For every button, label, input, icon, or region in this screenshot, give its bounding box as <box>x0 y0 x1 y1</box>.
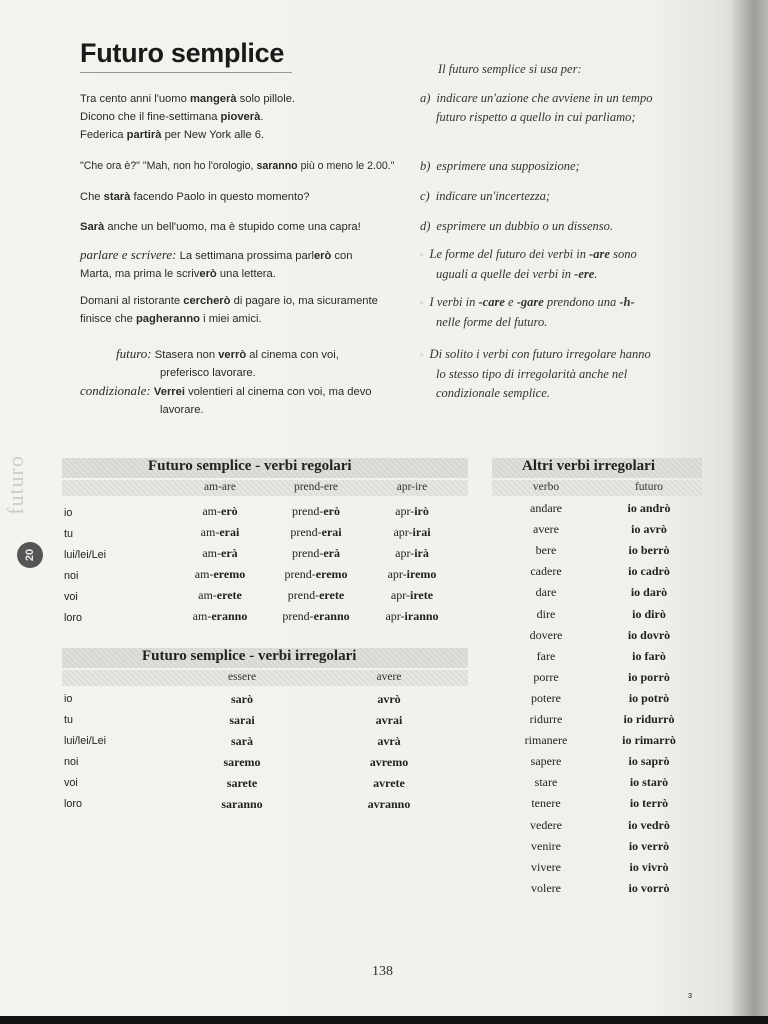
verb-stem: am- <box>200 525 220 539</box>
verb-stem: apr- <box>390 588 410 602</box>
column-header: futuro <box>634 481 664 493</box>
column-header: prend-ere <box>293 481 339 493</box>
verb-future-form: io vorrò <box>628 880 670 895</box>
rule-note-condizionale: ▫ Di solito i verbi con futuro irregolare hanno lo stesso tipo di irregolarità anche nel condizionale semplice. <box>420 347 651 400</box>
column-header: essere <box>227 671 257 683</box>
example-line: Tra cento anni l'uomo mangerà solo pillole. <box>80 93 296 105</box>
conjugation-cell: avremo <box>369 755 409 769</box>
verb-infinitive: rimanere <box>524 733 568 748</box>
verb-ending: eranno <box>313 609 350 623</box>
example-line: Che starà facendo Paolo in questo momento? <box>80 191 310 203</box>
scan-bottom-edge <box>0 1016 768 1024</box>
title-underline <box>80 72 292 73</box>
example-line: Dicono che il fine-settimana pioverà. <box>80 111 264 123</box>
verb-ending: irà <box>414 546 429 560</box>
verb-infinitive: stare <box>534 775 558 790</box>
pronoun-label: voi <box>64 777 78 789</box>
book-spine-shadow <box>732 0 768 1024</box>
verb-ending: iremo <box>406 567 437 581</box>
pronoun-label: noi <box>64 756 79 768</box>
corner-mark: ɜ <box>688 990 693 1000</box>
verb-ending: erete <box>319 588 345 602</box>
verb-stem: prend- <box>292 504 324 518</box>
conjugation-cell <box>165 567 275 582</box>
other-verbs-title: Altri verbi irregolari <box>522 458 656 474</box>
example-line: Marta, ma prima le scriverò una lettera. <box>80 268 276 280</box>
example-line: preferisco lavorare. <box>160 367 256 379</box>
verb-future-form: io avrò <box>631 522 667 537</box>
pronoun-label: noi <box>64 570 79 582</box>
conjugation-cell <box>357 504 467 519</box>
futuro-condizionale-comparison <box>80 345 420 419</box>
conjugation-cell <box>261 567 371 582</box>
verb-infinitive: bere <box>535 543 557 558</box>
pronoun-label: loro <box>64 798 83 810</box>
conjugation-cell: sarò <box>231 692 253 706</box>
verb-future-form: io dirò <box>632 606 666 621</box>
conjugation-cell <box>357 546 467 561</box>
example-block-3 <box>80 292 410 328</box>
column-header: verbo <box>532 481 560 493</box>
conjugation-cell <box>357 525 467 540</box>
verb-infinitive: ridurre <box>529 712 563 726</box>
verb-infinitive: fare <box>536 648 556 663</box>
conjugation-cell: sarà <box>231 734 253 748</box>
page-number: 138 <box>372 964 393 979</box>
page-title: Futuro semplice <box>80 38 285 68</box>
verb-infinitive: tenere <box>531 796 561 811</box>
verb-future-form: io verrò <box>628 838 670 853</box>
verb-infinitive: porre <box>533 669 559 684</box>
verb-future-form: io porrò <box>628 669 670 684</box>
verb-future-form: io potrò <box>628 690 670 705</box>
conjugation-cell: avrò <box>377 692 401 706</box>
rule-note-are-ere: ▫ Le forme del futuro dei verbi in -are sono uguali a quelle dei verbi in -ere. <box>420 247 637 281</box>
conjugation-cell <box>261 546 371 561</box>
pronoun-label: io <box>64 693 73 705</box>
verb-stem: am- <box>202 504 221 518</box>
verb-future-form: io berrò <box>628 543 670 558</box>
verb-future-form: io terrò <box>629 796 669 811</box>
verb-infinitive: volere <box>531 880 561 895</box>
conjugation-cell <box>357 609 467 624</box>
pronoun-label: io <box>64 507 73 519</box>
verb-infinitive: dare <box>535 585 557 600</box>
verb-future-form: io saprò <box>628 754 670 769</box>
verb-stem: prend- <box>282 609 314 623</box>
pronoun-label: tu <box>64 714 74 726</box>
conjugation-cell <box>357 588 467 603</box>
verb-ending: erà <box>221 546 238 560</box>
conjugation-cell: avrai <box>375 713 403 727</box>
verb-infinitive: vedere <box>530 817 562 832</box>
conjugation-cell <box>165 504 275 519</box>
verb-future-form: io ridurrò <box>623 712 675 726</box>
example-line: futuro: Stasera non verrò al cinema con voi, <box>116 346 339 361</box>
verb-stem: am- <box>192 609 212 623</box>
verb-ending: erai <box>219 525 240 539</box>
verb-infinitive: potere <box>531 690 561 705</box>
verb-stem: apr- <box>395 546 415 560</box>
rule-note-care-gare: ▫ I verbi in -care e -gare prendono una -h- nelle forme del futuro. <box>420 295 635 329</box>
conjugation-cell <box>165 609 275 624</box>
verb-future-form: io cadrò <box>628 564 670 579</box>
chapter-word: futuro <box>2 455 28 515</box>
rules-intro: Il futuro semplice si usa per: <box>438 62 582 76</box>
verb-future-form: io rimarrò <box>622 733 676 748</box>
column-header: avere <box>376 671 402 683</box>
verb-stem: prend- <box>284 567 316 581</box>
conjugation-cell <box>165 546 275 561</box>
pronoun-label: lui/lei/Lei <box>64 735 107 747</box>
verb-infinitive: dovere <box>529 627 563 642</box>
conjugation-cell <box>261 525 371 540</box>
rule-b: b) esprimere una supposizione; <box>420 159 580 173</box>
rule-c: c) indicare un'incertezza; <box>420 189 551 203</box>
verb-stem: am- <box>198 588 217 602</box>
example-line: lavorare. <box>160 404 204 416</box>
verb-ending: erete <box>216 588 242 602</box>
column-header: am-are <box>204 481 236 493</box>
conjugation-cell <box>261 588 371 603</box>
conjugation-cell: saremo <box>223 755 261 769</box>
verb-future-form: io vedrò <box>628 817 670 832</box>
conjugation-cell <box>165 525 275 540</box>
verb-future-form: io andrò <box>627 501 671 515</box>
verb-stem: am- <box>194 567 214 581</box>
verb-ending: eremo <box>315 567 348 581</box>
verb-stem: apr- <box>393 525 413 539</box>
verb-stem: apr- <box>395 504 415 518</box>
pronoun-label: tu <box>64 528 74 540</box>
verb-stem: prend- <box>292 546 324 560</box>
verb-infinitive: andare <box>530 501 562 515</box>
conjugation-cell: avrà <box>377 734 401 748</box>
conjugation-cell <box>261 504 371 519</box>
verb-stem: am- <box>202 546 221 560</box>
example-line: finisce che pagheranno i miei amici. <box>80 313 262 325</box>
verb-infinitive: dire <box>536 606 556 621</box>
verb-future-form: io starò <box>629 775 669 790</box>
example-line: Domani al ristorante cercherò di pagare io, ma sicuramente <box>80 295 378 307</box>
example-line: Federica partirà per New York alle 6. <box>80 129 265 141</box>
verb-future-form: io farò <box>632 648 666 663</box>
conjugation-cell: sarete <box>226 776 258 790</box>
bullet-icon: ▫ <box>420 250 424 261</box>
example-line: "Che ora è?" "Mah, non ho l'orologio, saranno più o meno le 2.00." <box>80 160 395 172</box>
rule-a: a) indicare un'azione che avviene in un tempo futuro rispetto a quello in cui parliamo; <box>420 91 653 124</box>
verb-ending: eremo <box>213 567 246 581</box>
conjugation-cell <box>165 588 275 603</box>
example-line: condizionale: Verrei volentieri al cinema con voi, ma devo <box>80 383 372 398</box>
rule-d: d) esprimere un dubbio o un dissenso. <box>420 219 614 233</box>
verb-infinitive: avere <box>533 522 559 537</box>
verb-stem: apr- <box>387 567 407 581</box>
verb-future-form: io darò <box>630 585 668 600</box>
column-header: apr-ire <box>396 481 428 493</box>
conjugation-cell: sarai <box>229 713 255 727</box>
conjugation-cell <box>261 609 371 624</box>
example-block-2 <box>80 246 410 283</box>
verb-ending: irò <box>414 504 429 518</box>
conjugation-cell: saranno <box>221 797 263 811</box>
example-block-1 <box>80 90 410 144</box>
chapter-side-tab <box>2 420 44 590</box>
verb-future-form: io dovrò <box>627 627 671 642</box>
verb-infinitive: venire <box>531 838 561 853</box>
conjugation-cell: avranno <box>367 797 411 811</box>
verb-stem: prend- <box>290 525 322 539</box>
bullet-icon: ▫ <box>420 350 424 361</box>
verb-ending: erai <box>321 525 342 539</box>
verb-ending: irete <box>409 588 434 602</box>
verb-ending: eranno <box>211 609 248 623</box>
conjugation-cell <box>357 567 467 582</box>
verb-future-form: io vivrò <box>629 859 669 874</box>
irregular-table-title: Futuro semplice - verbi irregolari <box>142 648 357 664</box>
regular-table-title: Futuro semplice - verbi regolari <box>148 458 352 474</box>
verb-stem: prend- <box>287 588 320 602</box>
example-line: Sarà anche un bell'uomo, ma è stupido come una capra! <box>80 221 361 233</box>
verb-ending: irai <box>412 525 431 539</box>
pronoun-label: loro <box>64 612 83 624</box>
pronoun-label: lui/lei/Lei <box>64 549 107 561</box>
verb-infinitive: cadere <box>530 564 562 579</box>
chapter-number-badge: 20 <box>17 542 43 568</box>
verb-stem: apr- <box>385 609 405 623</box>
verb-infinitive: vivere <box>531 859 561 874</box>
verb-ending: erò <box>323 504 340 518</box>
verb-ending: erò <box>221 504 238 518</box>
conjugation-cell: avrete <box>373 776 405 790</box>
verb-ending: iranno <box>404 609 439 623</box>
example-line: parlare e scrivere: La settimana prossima parlerò con <box>80 247 353 262</box>
pronoun-label: voi <box>64 591 78 603</box>
verb-infinitive: sapere <box>530 754 562 769</box>
bullet-icon: ▫ <box>420 298 424 309</box>
verb-ending: erà <box>323 546 340 560</box>
